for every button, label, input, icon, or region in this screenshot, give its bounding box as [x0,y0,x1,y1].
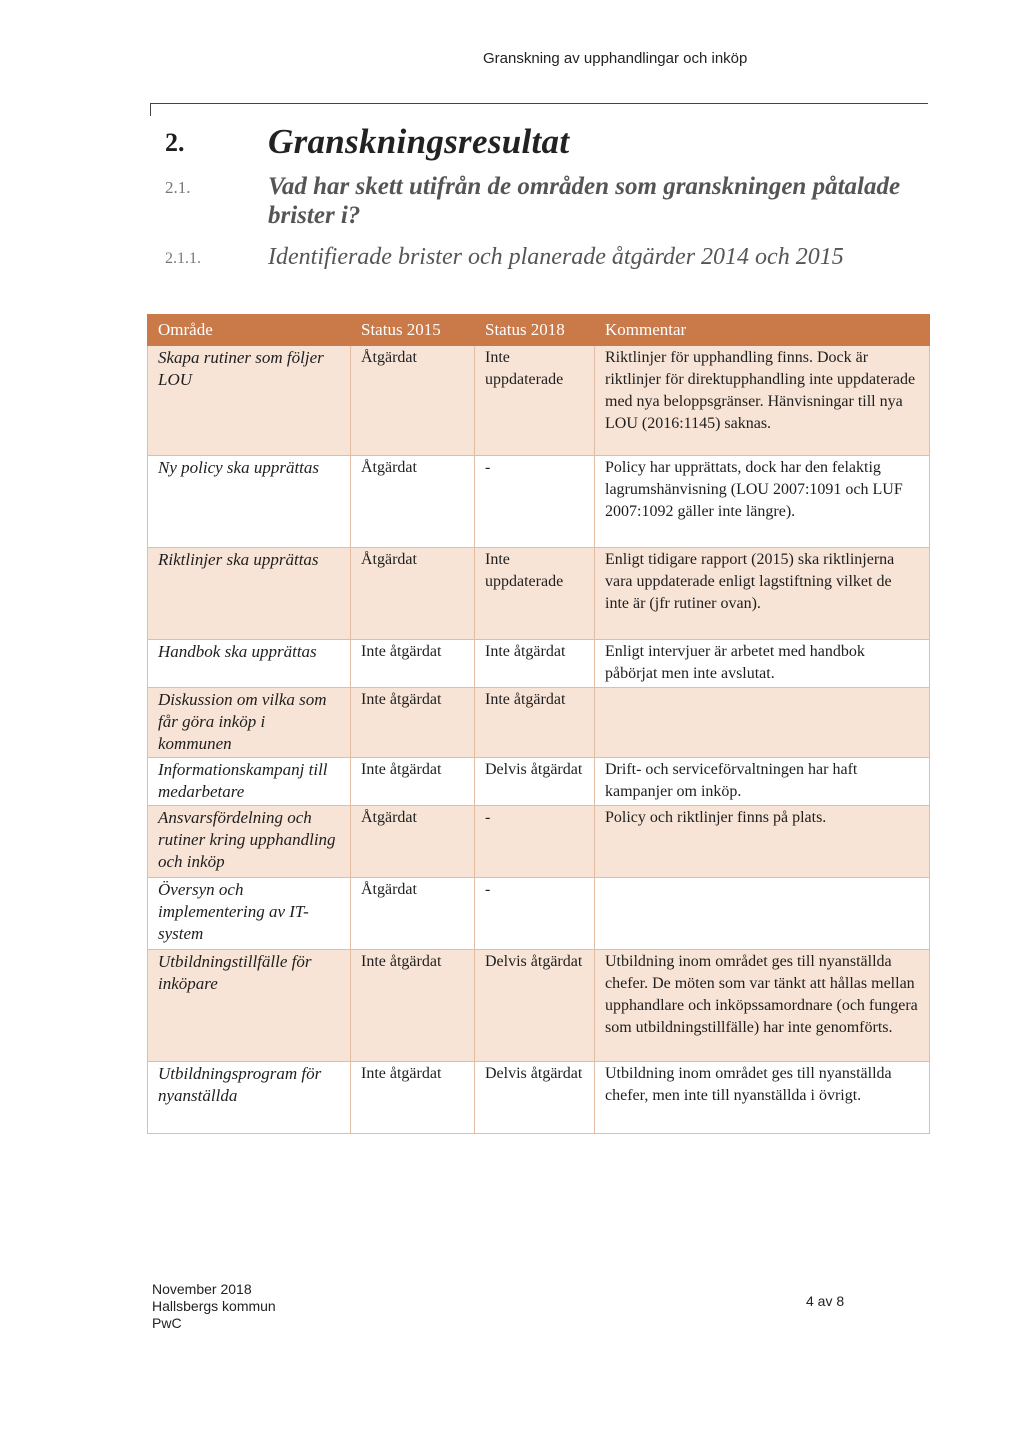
table-row [148,640,930,688]
status-2018-cell: Inte uppdaterade [475,548,595,640]
area-cell: Riktlinjer ska upprättas [148,548,351,640]
table-row [148,758,930,806]
status-2015-cell: Åtgärdat [351,346,475,456]
table-row [148,688,930,758]
status-2018-cell: Delvis åtgärdat [475,758,595,806]
status-2015-cell: Åtgärdat [351,878,475,950]
table-row [148,950,930,1062]
column-header-area: Område [148,315,351,346]
comment-cell [595,878,930,950]
table-row [148,346,930,456]
area-cell: Informationskampanj till medarbetare [148,758,351,806]
status-2018-cell: Delvis åtgärdat [475,1062,595,1134]
comment-cell: Riktlinjer för upphandling finns. Dock är riktlinjer för direktupphandling inte uppdaterade med nya beloppsgränser. Hänvisningar till nya LOU (2016:1145) saknas. [595,346,930,456]
subsubsection-title: Identifierade brister och planerade åtgärder 2014 och 2015 [268,244,844,270]
footer-date: November 2018 [152,1281,252,1297]
comment-cell [595,688,930,758]
status-2015-cell: Åtgärdat [351,548,475,640]
area-cell: Översyn och implementering av IT-system [148,878,351,950]
status-2018-cell: - [475,878,595,950]
area-cell: Handbok ska upprättas [148,640,351,688]
area-cell: Ny policy ska upprättas [148,456,351,548]
status-2015-cell: Inte åtgärdat [351,1062,475,1134]
status-2015-cell: Inte åtgärdat [351,640,475,688]
table-row [148,1062,930,1134]
area-cell: Utbildningstillfälle för inköpare [148,950,351,1062]
section-number: 2. [165,128,185,157]
area-cell: Ansvarsfördelning och rutiner kring upphandling och inköp [148,806,351,878]
status-2018-cell: Inte åtgärdat [475,640,595,688]
status-2018-cell: Delvis åtgärdat [475,950,595,1062]
comment-cell: Enligt tidigare rapport (2015) ska riktlinjerna vara uppdaterade enligt lagstiftning vilket de inte är (jfr rutiner ovan). [595,548,930,640]
table-row [148,806,930,878]
comment-cell: Policy och riktlinjer finns på plats. [595,806,930,878]
column-header-comment: Kommentar [595,315,930,346]
status-2018-cell: Inte åtgärdat [475,688,595,758]
area-cell: Skapa rutiner som följer LOU [148,346,351,456]
table-row [148,456,930,548]
running-header: Granskning av upphandlingar och inköp [483,50,748,67]
status-2015-cell: Inte åtgärdat [351,688,475,758]
table-row [148,878,930,950]
column-header-status-2015: Status 2015 [351,315,475,346]
comment-cell: Enligt intervjuer är arbetet med handbok påbörjat men inte avslutat. [595,640,930,688]
header-rule [150,103,928,104]
table-row [148,548,930,640]
table-header-row [148,315,930,346]
subsection-title: Vad har skett utifrån de områden som granskningen påtalade brister i? [268,173,901,229]
footer-firm: PwC [152,1315,182,1331]
status-2018-cell: - [475,806,595,878]
status-2018-cell: - [475,456,595,548]
status-2015-cell: Inte åtgärdat [351,758,475,806]
subsection-number: 2.1. [165,178,191,197]
status-2018-cell: Inte uppdaterade [475,346,595,456]
area-cell: Utbildningsprogram för nyanställda [148,1062,351,1134]
section-title: Granskningsresultat [268,122,570,161]
comment-cell: Drift- och serviceförvaltningen har haft kampanjer om inköp. [595,758,930,806]
column-header-status-2018: Status 2018 [475,315,595,346]
status-table [147,314,930,1134]
status-2015-cell: Inte åtgärdat [351,950,475,1062]
comment-cell: Utbildning inom området ges till nyanställda chefer, men inte till nyanställda i övrigt. [595,1062,930,1134]
comment-cell: Utbildning inom området ges till nyanställda chefer. De möten som var tänkt att hållas mellan upphandlare och inköpssamordnare (och fungera som utbildningstillfälle) har inte genomförts. [595,950,930,1062]
subsubsection-number: 2.1.1. [165,250,201,267]
footer-info [152,1281,276,1332]
header-rule-tick [150,103,151,116]
footer-client: Hallsbergs kommun [152,1298,276,1314]
comment-cell: Policy har upprättats, dock har den felaktig lagrumshänvisning (LOU 2007:1091 och LUF 2007:1092 gäller inte längre). [595,456,930,548]
page-number: 4 av 8 [806,1293,845,1309]
area-cell: Diskussion om vilka som får göra inköp i kommunen [148,688,351,758]
status-2015-cell: Åtgärdat [351,806,475,878]
status-2015-cell: Åtgärdat [351,456,475,548]
